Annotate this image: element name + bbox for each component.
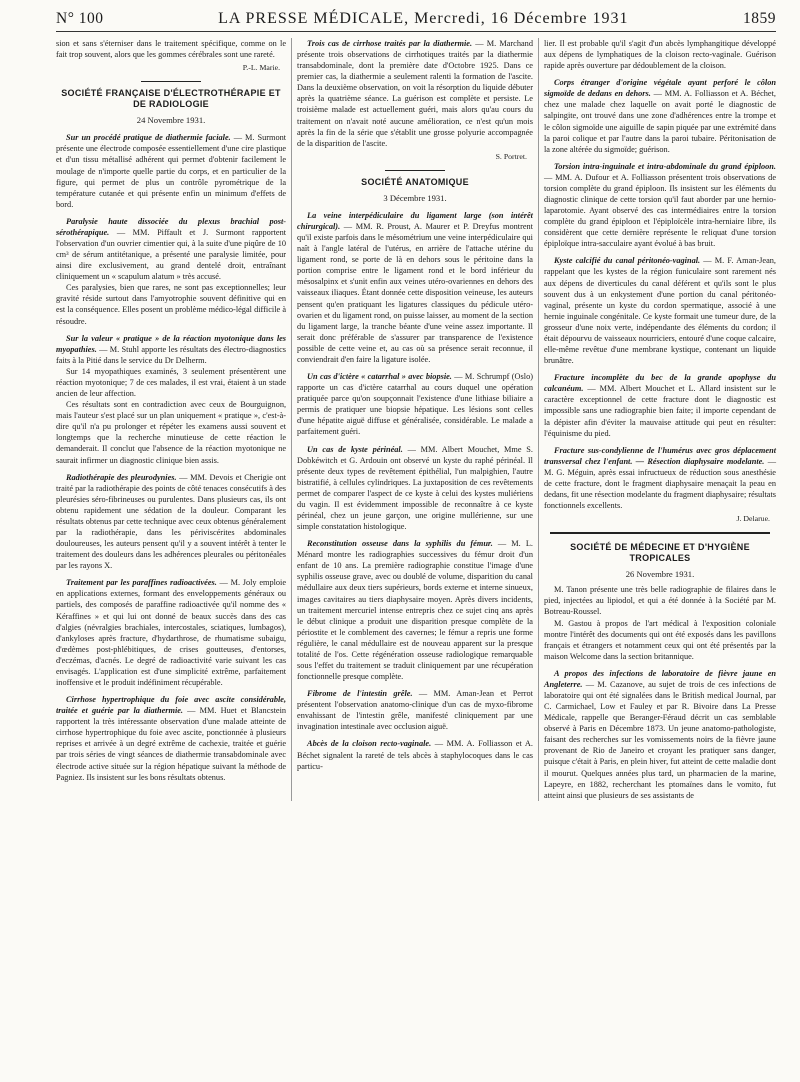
- article-veine-interpediculaire: [297, 210, 533, 365]
- intro-paragraph: sion et sans s'éterniser dans le traitement spécifique, comme on le fait trop souvent, alors que les gommes cérébrales sont une rareté.: [56, 39, 287, 60]
- article-title: Radiothérapie des pleurodynies.: [66, 472, 177, 482]
- article-body: — MM. Piffault et J. Surmont rapportent l'observation d'un ouvrier cimentier qui, à la suite d'une piqûre de 10 cm³ de sérum antitétanique, a présenté une paralysie limitée, pour ainsi dire exclusivement, au grand dentelé droit, entraînant cliniquement un « scapulum alatum » très accusé.: [56, 227, 287, 282]
- article-ictere-catarrhal: [297, 371, 533, 437]
- article-body: — M. Cazanove, au sujet de trois de ces infections de laboratoire qui ont été signalées dans le British medical Journal, par C. Carmichael, Low et Fauley et par R. Bivoire dans La Presse Médicale, rappelle que Beranger-Féraud décrit un cas semblable observé à Paris en Décembre 1873. Un jeune anatomo-pathologiste, faisant des recherches sur les vomissements noirs de la fièvre jaune provenant de Rio de Janeiro et croyant les pratiquer sans danger, puisque c'était à Paris, en plein hiver, fut atteint de cette maladie dont il mourut. Quelques années plus tard, un pharmacien de la marine, Lapeyre, en 1882, recherchant les ptomaïnes dans le vomito, fut atteint ainsi que plusieurs de ses assistants de: [543, 679, 776, 800]
- article-body: — MM. A. Folliasson et A. Béchet, chez une malade chez laquelle on avait porté le diagnostic de salpingite, ont trouvé dans une zone d'adhérences entre la trompe et le côlon sigmoïde une aiguille de sapin piquée par une extrémité dans la paroi colique et par l'autre dans la paroi tubaire. Péritonisation de la zone altérée du sigmoïde; guérison.: [543, 89, 776, 154]
- article-body: — M. Surmont présente une électrode composée essentiellement d'une cire plastique et d'un tissu métallisé adhérent qui permet d'obtenir facilement le moulage de n'importe quelle partie du corps, et en particulier de la figure, qui permet de plus un contrôle pyrométrique de la température cutanée et qui présente enfin un minimum d'effets de bord.: [56, 133, 287, 209]
- article-body: — MM. Aman-Jean et Perrot présentent l'observation anatomo-clinique d'un cas de myxo-fibrome envahissant de l'intestin grêle, manifesté cliniquement par une invagination intestinale avec occlusion aiguë.: [297, 689, 533, 732]
- article-torsion-epiploon: [544, 161, 776, 250]
- article-title: Reconstitution osseuse dans la syphilis du fémur.: [307, 539, 493, 549]
- article-fracture-humerus: [544, 445, 776, 511]
- article-trois-cas-cirrhose: [297, 38, 533, 149]
- issue-number: N° 100: [56, 10, 104, 27]
- article-title: Cirrhose hypertrophique du foie avec ascite considérable, traitée et guérie par la diathermie.: [56, 695, 287, 716]
- article-paragraph: Ces résultats sont en contradiction avec ceux de Bourguignon, mais l'auteur s'est placé sur un plan uniquement « pratique », c'est-à-dire qu'il n'a pu prolonger et répéter les examens aussi souvent et longtemps que la recherche minutieuse de cette réaction le demanderait. Il conclut que l'absence de la réaction myotonique ne saurait infirmer un diagnostic clinique bien assis.: [56, 400, 287, 465]
- article-title: Traitement par les paraffines radioactivées.: [66, 578, 217, 588]
- article-paragraph: Ces paralysies, bien que rares, ne sont pas exceptionnelles; leur gravité réside surtout dans l'amyotrophie souvent définitive qui en est la conséquence. Elles posent un problème médico-légal difficile à résoudre.: [56, 283, 287, 326]
- article-pleurodynies: [56, 472, 286, 572]
- session-date: 26 Novembre 1931.: [625, 569, 695, 580]
- article-body: — M. L. Ménard montre les radiographies successives du fémur droit d'un enfant de 10 ans. La première radiographie constitue l'image d'une syphilis osseuse grave, avec ou doublé de volume, disparition du canal médullaire aux deux tiers supérieurs, bords externe et interne sinueux, images cavitaires au tiers diaphysaire moyen. Après divers incidents, un traitement mercuriel intense entrepris chez ce sujet cinq ans après le début clinique a produit une disparition presque complète de la périostite et le comblement des cavernes; le fémur a repris une forme régulière, le canal médullaire est de nouveau apparent sur la presque totalité de l'os. Cette régénération osseuse radiologique remarquable sous l'effet du traitement se traduit cliniquement par une récupération fonctionnelle presque complète.: [297, 539, 533, 682]
- article-title: La veine interpédiculaire du ligament large (son intérêt chirurgical).: [297, 210, 533, 232]
- article-diathermie-faciale: [56, 132, 286, 210]
- article-abces-cloison: [297, 738, 533, 771]
- article-cirrhose-hypertrophique: [56, 694, 286, 783]
- article-body: — MM. A. Folliasson et A. Béchet signalent la rareté de tels abcès à staphylocoques dans le cas particu-: [297, 739, 533, 771]
- article-filaires: M. Tanon présente une très belle radiographie de filaires dans le pied, injectées au lipiodol, et qui a été donnée à la Société par M. Botreau-Roussel.: [543, 585, 776, 617]
- article-title: Sur la valeur « pratique » de la réaction myotonique dans les myopathies.: [56, 333, 287, 354]
- article-signature: S. Portret.: [495, 151, 527, 161]
- divider: [141, 81, 201, 82]
- article-fibrome-intestin: [297, 688, 533, 732]
- article-body: — M. Joly emploie en applications externes, formant des enveloppements généraux ou partiels, des composés de paraffine radioactivée qu'il nomme des « Kéraffines » et qui lui ont donné de beaux succès dans des cas d'algies (névralgies brachiales, intercostales, sciatiques, lumbagos), d'ankyloses après fracture, d'hydarthrose, de rhumatisme subaigu, d'œdèmes post-phlébitiques, de crises goutteuses, d'entorses, d'eczémas, d'acnés. Le degré de radioactivité varie suivant les cas envisagés. L'application est d'une simplicité extrême, parfaitement inoffensive et le produit indéfiniment récupérable.: [56, 578, 287, 687]
- article-fievre-jaune: [544, 668, 776, 801]
- column-1: [56, 38, 291, 801]
- divider-thick: [550, 532, 770, 534]
- page-header: [56, 10, 776, 32]
- article-title: Paralysie haute dissociée du plexus brachial post-sérothérapique.: [56, 216, 287, 237]
- article-body: — MM. Huet et Blancstein rapportent la très intéressante observation d'une malade atteinte de cirrhose hypertrophique du foie avec ascite, ponctionnée à plusieurs reprises et arrivée à un degré extrême de cachexie, traitée et guérie par trois séries de vingt séances de diathermie transabdominale avec électrode active située sur la région hépatique suivant la méthode de Pagniez. Ils insistent sur les bons résultats obtenus.: [56, 706, 287, 782]
- article-body: — MM. Albert Mouchet et L. Allard insistent sur le caractère exceptionnel de cette fracture dont le diagnostic est impossible sans une radiographie bien faite; il importe cependant de la dépister afin d'éviter la mauvaise attitude qui peut en résulter: l'équinisme du pied.: [543, 384, 776, 438]
- page-number: 1859: [742, 10, 776, 27]
- column-2: [291, 38, 538, 801]
- article-continuation: lier. Il est probable qu'il s'agit d'un abcès lymphangitique développé aux dépens de lymphatiques de la cloison recto-vaginale. Guérison rapide après ouverture par dédoublement de la cloison.: [543, 39, 776, 71]
- article-paralysie: [56, 216, 286, 282]
- article-title: Corps étranger d'origine végétale ayant perforé le côlon sigmoïde de dedans en dehors.: [543, 78, 776, 99]
- article-title: Torsion intra-inguinale et intra-abdominale du grand épiploon.: [553, 161, 776, 171]
- article-paragraph: Sur 14 myopathiques examinés, 3 seulement présentèrent une réaction myotonique; 7 de ces malades, il est vrai, étaient à un stade ancien de leur affection.: [56, 366, 287, 399]
- article-body: — M. Marchand présente trois observations de cirrhotiques traités par la diathermie transabdominale, dont la première date d'Octobre 1925. Dans ce premier cas, la diathermie a seulement ralenti la formation de l'ascite. Dans la deuxième observation, on voit la résorption du liquide débuter après la quatrième séance. La guérison est complète et persiste. Le troisième malade est actuellement guéri, mais alors qu'au cours du traitement on n'avait noté aucune amélioration, ce n'est qu'un mois après la fin de la série que s'établit une grosse polyurie accompagnée de la disparition de l'ascite.: [297, 39, 533, 148]
- article-fracture-calcaneum: [544, 372, 776, 438]
- article-reconstitution-osseuse: [297, 538, 533, 682]
- columns: [56, 38, 776, 801]
- article-body: — M. Stuhl apporte les résultats des électro-diagnostics faits à la Pitié dans le service du Dr Delherm.: [56, 344, 287, 365]
- section-heading-tropicales: SOCIÉTÉ DE MÉDECINE ET D'HYGIÈNE TROPICALES: [570, 542, 750, 564]
- session-date: 24 Novembre 1931.: [136, 115, 206, 126]
- column-3: [538, 38, 776, 801]
- article-body: — M. Schrumpf (Oslo) rapporte un cas d'ictère catarrhal au cours duquel une opération pratiquée parce qu'on soupçonnait l'existence d'une lithiase biliaire a permis de pratiquer une biopsie hépatique. Les lésions sont celles d'une hépatite aiguë diffuse et généralisée, considérable. Le malade a parfaitement guéri.: [297, 372, 533, 437]
- session-date: 3 Décembre 1931.: [383, 192, 447, 203]
- article-title: Fibrome de l'intestin grêle.: [307, 689, 413, 699]
- article-title: Fracture sus-condylienne de l'humérus avec gros déplacement transversal chez l'enfant. — Résection diaphysaire modelante.: [543, 445, 776, 466]
- section-heading-anatomique: SOCIÉTÉ ANATOMIQUE: [361, 176, 469, 187]
- article-reaction-myotonique: [56, 333, 286, 366]
- article-body: — MM. A. Dufour et A. Folliasson présentent trois observations de torsion complète du grand épiploon. Ils insistent sur les éléments du diagnostic clinique de cette torsion qu'il faut aborder par une hernio-laparotomie. Ayant observé des cas intermédiaires entre la torsion complète du grand épiploon et l'épiploïcèle intra-herniaire libre, ils considèrent que cette dernière représente le reliquat d'une torsion épiploïque intra-sacculaire ayant évolué à bas bruit.: [543, 172, 776, 249]
- article-signature: J. Delarue.: [736, 514, 770, 524]
- section-heading-electrotherapie: SOCIÉTÉ FRANÇAISE D'ÉLECTROTHÉRAPIE ET DE RADIOLOGIE: [61, 88, 281, 110]
- article-kyste-perineal: [297, 444, 533, 533]
- article-title: A propos des infections de laboratoire de fièvre jaune en Angleterre.: [543, 668, 776, 689]
- article-title: Fracture incomplète du bec de la grande apophyse du calcanéum.: [543, 373, 776, 394]
- article-body: — MM. Devois et Cherigie ont traité par la radiothérapie des points de côté tenaces consécutifs à des pleurésies séro-fibrineuses ou purulentes. Dans plusieurs cas, ils ont obtenu rapidement une sédation de la douleur. Comparant les résultats obtenus par cette technique avec ceux obtenus généralement par la radiothérapie, dans les périviscérites abdominales douloureuses, les auteurs pensent qu'il y a souvent intérêt à tenter le traitement des douleurs dans les adhérences pleurales ou péritonéales par les rayons X.: [56, 472, 287, 571]
- article-body: — MM. R. Proust, A. Maurer et P. Dreyfus montrent qu'il existe parfois dans le mésométrium une veine interpédiculaire qui naît à l'angle latéral de l'utérus, en arrière de l'attache utérine du ligament rond, se porte de là en dehors sous le péritoine dans la portion comprise entre le ligament rond et le bord inférieur du mésosalpinx et s'unit enfin aux veines utéro-ovariennes en dehors des vaisseaux iliaques. Étant donnée cette disposition veineuse, les auteurs pensent qu'en pratiquant les ligatures classiques du pédicule utéro-ovarien et du ligament rond, on puisse laisser, au moment de la section du ligament large, la tranche béante d'une veine assez importante. Il serait donc préférable de s'assurer par transparence de l'existence possible de cette veine et, au cas où sa présence serait reconnue, il conviendrait d'en faire la ligature isolée.: [297, 222, 533, 364]
- article-body: — M. F. Aman-Jean, rappelant que les kystes de la région funiculaire sont rarement nés aux dépens de diverticules du canal déférent et qu'ils sont le plus souvent dus à un enkystement d'une portion du canal péritonéo-vaginal, présente un kyste du cordon spermatique, associé à une hernie inguinale congénitale. Ce kyste formait une tumeur dure, de la grosseur d'une noix verte, indépendante des éléments du cordon; il était dépourvu de vaisseaux nourriciers, entouré d'une coque calcaire, elle-même revêtue d'une membrane kystique, contenant un liquide brunâtre.: [543, 256, 776, 366]
- article-title: Kyste calcifié du canal péritonéo-vaginal.: [553, 256, 701, 266]
- article-title: Un cas de kyste périnéal.: [307, 444, 403, 454]
- journal-title: LA PRESSE MÉDICALE, Mercredi, 16 Décembre 1931: [218, 10, 629, 27]
- article-title: Un cas d'ictère « catarrhal » avec biopsie.: [307, 372, 452, 382]
- article-kyste-calcifie: [544, 255, 776, 366]
- article-exposition-coloniale: M. Gastou à propos de l'art médical à l'exposition coloniale montre l'intérêt des documents qui ont été exposés dans les pavillons français et étrangers et notamment ceux qui ont été présentés par la maison Welcome dans la section britannique.: [543, 618, 776, 661]
- article-title: Trois cas de cirrhose traités par la diathermie.: [307, 39, 473, 48]
- divider: [385, 170, 445, 171]
- article-corps-etranger: [544, 77, 776, 155]
- article-body: — M. G. Méguin, après essai infructueux de réduction sous anesthésie de cette fracture, dont le fragment diaphysaire menaçait la peau en dedans, fit une résection modelante du fragment diaphysaire; résultats fonctionnels excellents.: [543, 456, 777, 511]
- article-title: Abcès de la cloison recto-vaginale.: [307, 739, 432, 749]
- article-title: Sur un procédé pratique de diathermie faciale.: [66, 133, 231, 143]
- article-body: — MM. Albert Mouchet, Mme S. Dobkéwitch et G. Ardouin ont observé un kyste du raphé périnéal. Il présente deux types de revêtement épithélial, l'un malpighien, l'autre bistratifié, à cellules cylindriques. La juxtaposition de ces revêtements permet de comparer l'aspect de ce kyste à celui des kystes muliériens du vagin. Il est évidemment impossible de reconnaître à ce kyste périnéal, chez un jeune garçon, une origine mullérienne, sur une simple constatation histologique.: [297, 444, 533, 532]
- article-paraffines: [56, 577, 286, 688]
- intro-signature: P.-L. Marie.: [242, 63, 281, 73]
